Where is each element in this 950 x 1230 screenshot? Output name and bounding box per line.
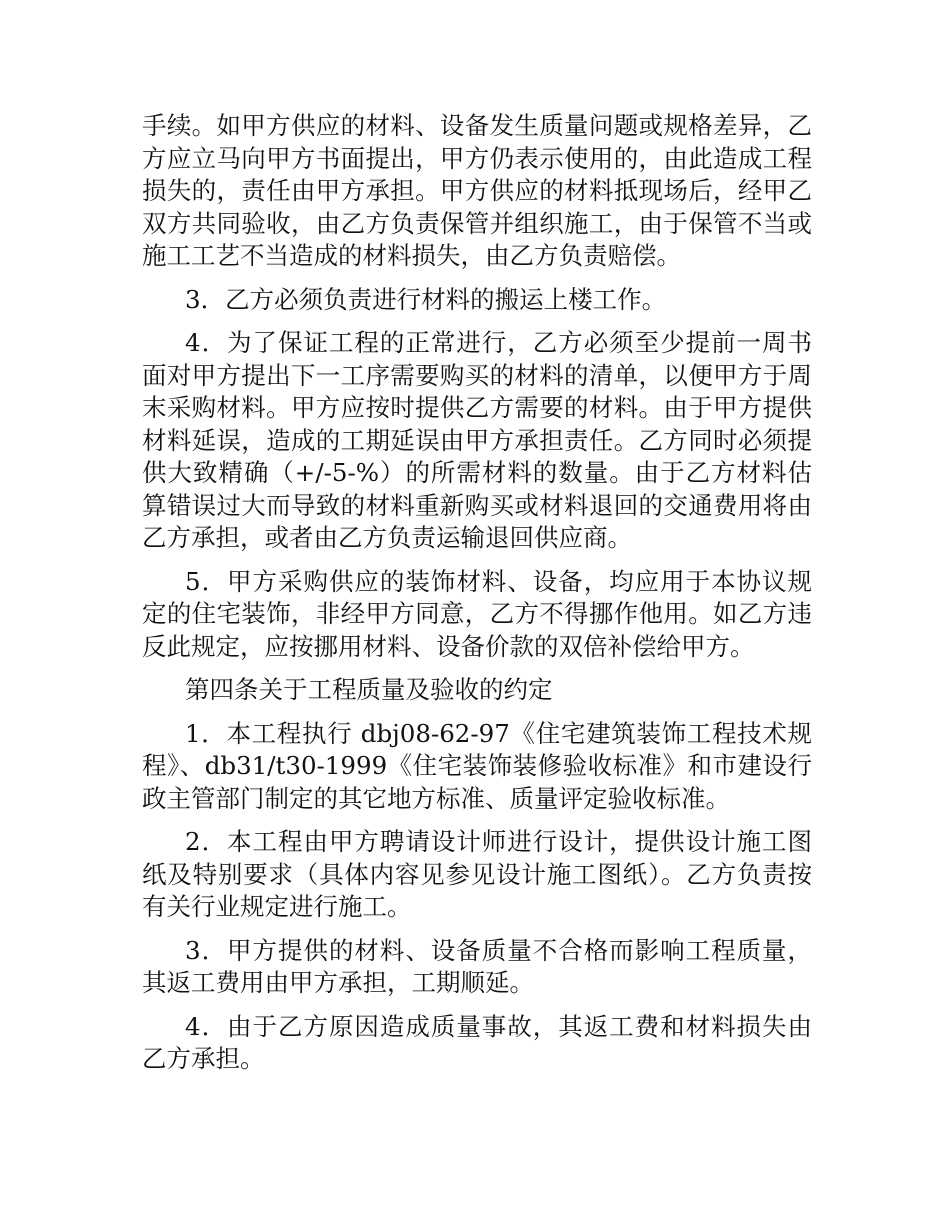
paragraph-clause-4-material-purchase: 4．为了保证工程的正常进行，乙方必须至少提前一周书面对甲方提出下一工序需要购买的材料的清单，以便甲方于周末采购材料。甲方应按时提供乙方需要的材料。由于甲方提供材料延误，造成的工期延误由甲方承担责任。乙方同时必须提供大致精确（+/-5-%）的所需材料的数量。由于乙方材料估算错误过大而导致的材料重新购买或材料退回的交通费用将由乙方承担，或者由乙方负责运输退回供应商。 xyxy=(142,328,812,552)
paragraph-clause-3-material-transport: 3．乙方必须负责进行材料的搬运上楼工作。 xyxy=(185,284,667,314)
document-body xyxy=(142,110,812,1087)
paragraph-quality-clause-4: 4．由于乙方原因造成质量事故，其返工费和材料损失由乙方承担。 xyxy=(142,1011,812,1073)
paragraph-material-supply-continued: 手续。如甲方供应的材料、设备发生质量问题或规格差异，乙方应立马向甲方书面提出，甲方仍表示使用的，由此造成工程损失的，责任由甲方承担。甲方供应的材料抵现场后，经甲乙双方共同验收，由乙方负责保管并组织施工，由于保管不当或施工工艺不当造成的材料损失，由乙方负责赔偿。 xyxy=(142,111,812,270)
paragraph-quality-clause-2: 2．本工程由甲方聘请设计师进行设计，提供设计施工图纸及特别要求（具体内容见参见设计施工图纸）。乙方负责按有关行业规定进行施工。 xyxy=(142,827,812,921)
section-heading-article-4: 第四条关于工程质量及验收的约定 xyxy=(185,675,553,704)
paragraph-clause-5-material-use: 5．甲方采购供应的装饰材料、设备，均应用于本协议规定的住宅装饰，非经甲方同意，乙方不得挪作他用。如乙方违反此规定，应按挪用材料、设备价款的双倍补偿给甲方。 xyxy=(142,566,812,661)
paragraph-quality-clause-3: 3．甲方提供的材料、设备质量不合格而影响工程质量，其返工费用由甲方承担，工期顺延。 xyxy=(142,935,812,997)
paragraph-quality-clause-1: 1．本工程执行 dbj08-62-97《住宅建筑装饰工程技术规程》、db31/t30-1999《住宅装饰装修验收标准》和市建设行政主管部门制定的其它地方标准、质量评定验收标准。 xyxy=(142,718,812,813)
